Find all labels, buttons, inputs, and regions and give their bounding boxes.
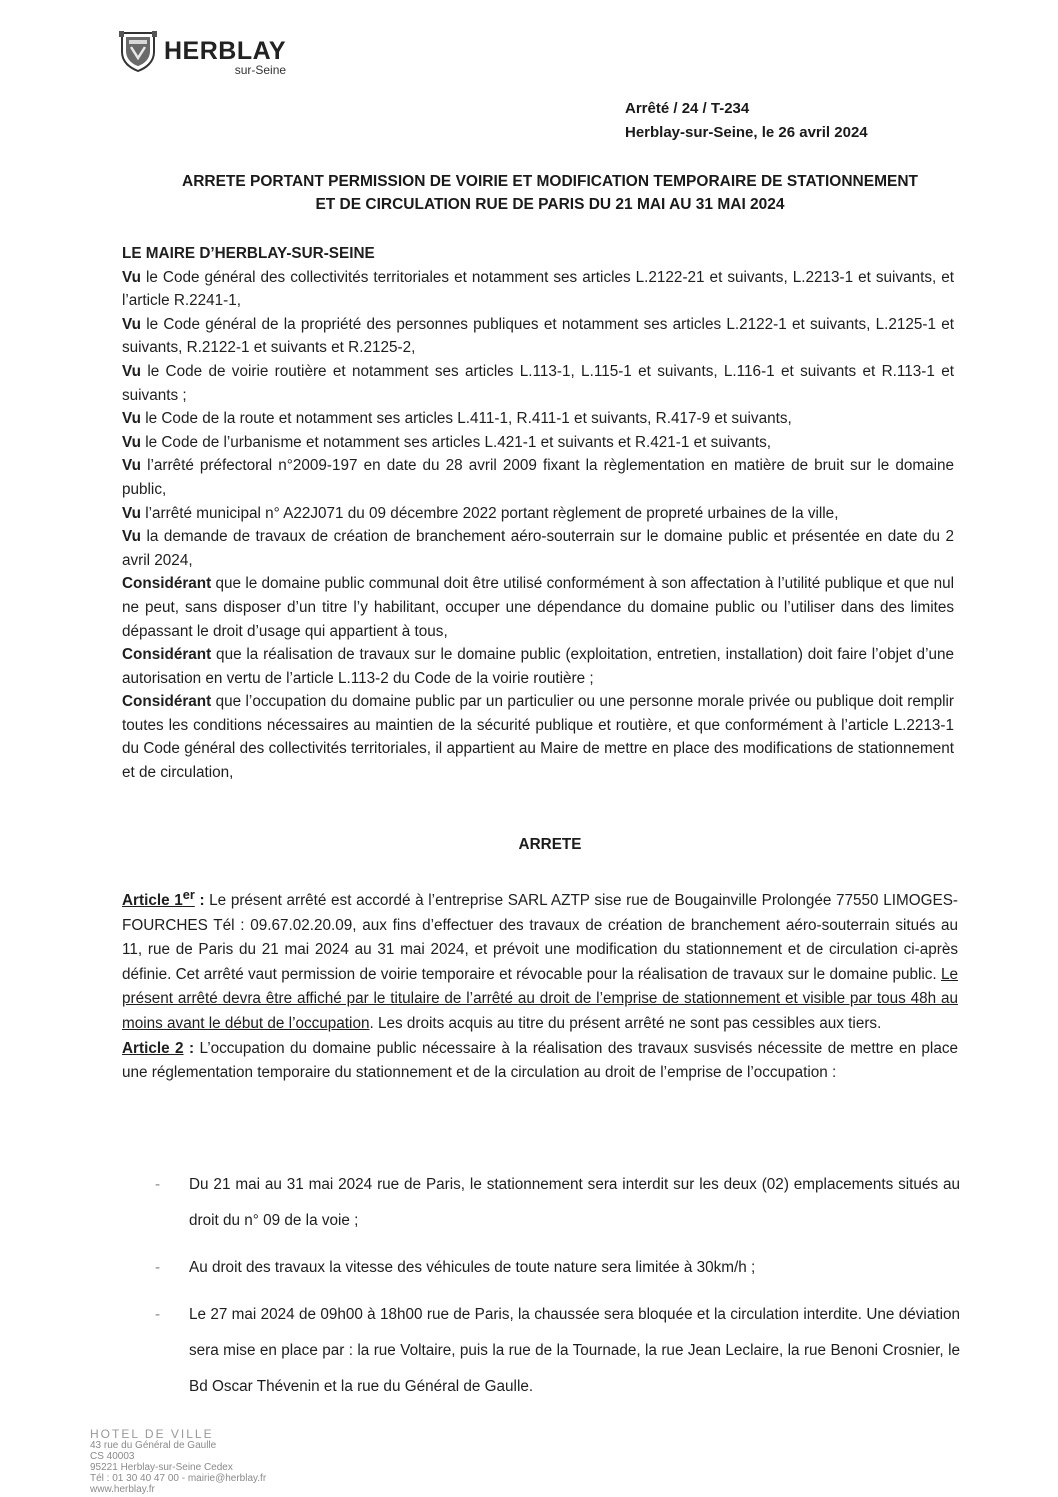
consideration-item [122, 266, 954, 313]
measure-text: Le 27 mai 2024 de 09h00 à 18h00 rue de Paris, la chaussée sera bloquée et la circulation interdite. Une déviation sera mise en place par : la rue Voltaire, puis la rue de la Tournade, la rue Jean Leclaire, la rue Benoni Crosnier, le Bd Oscar Thévenin et la rue du Général de Gaulle. [189, 1306, 960, 1395]
consideration-lead: Vu [122, 457, 141, 475]
consideration-item [122, 572, 954, 643]
decree-title [100, 170, 1000, 216]
consideration-text: que la réalisation de travaux sur le domaine public (exploitation, entretien, installation) doit faire l’objet d’une autorisation en vertu de l’article L.113-2 du Code de la voirie routière ; [122, 646, 954, 687]
decree-place-date: Herblay-sur-Seine, le 26 avril 2024 [625, 124, 868, 141]
consideration-item [122, 360, 954, 407]
preamble [122, 242, 954, 785]
consideration-item [122, 690, 954, 784]
footer-line: 95221 Herblay-sur-Seine Cedex [90, 1462, 233, 1473]
footer-line: 43 rue du Général de Gaulle [90, 1440, 217, 1451]
consideration-text: le Code général de la propriété des personnes publiques et notamment ses articles L.2122-1 et suivants, L.2125-1 et suivants, R.2122-1 et suivants et R.2125-2, [122, 315, 954, 357]
article-2-label: Article 2 [122, 1039, 184, 1057]
footer-heading: HOTEL DE VILLE [90, 1427, 214, 1441]
logo-city-suffix: sur-Seine [234, 63, 287, 77]
article-1-tail: . Les droits acquis au titre du présent arrêté ne sont pas cessibles aux tiers. [369, 1015, 882, 1033]
consideration-item [122, 502, 954, 526]
articles [122, 883, 958, 1086]
decree-number: Arrêté / 24 / T-234 [625, 100, 750, 117]
consideration-item [122, 431, 954, 455]
consideration-lead: Vu [122, 410, 141, 428]
city-logo [118, 30, 286, 76]
coat-of-arms-icon [118, 30, 158, 72]
considerations-list [122, 266, 954, 785]
article-2: Article 2 : L’occupation du domaine public nécessaire à la réalisation des travaux susvisés nécessite de mettre en place une réglementation temporaire du stationnement et de la circulation au droit de l’emprise de l’occupation : [122, 1039, 958, 1082]
consideration-lead: Vu [122, 362, 141, 380]
consideration-text: le Code de la route et notamment ses articles L.411-1, R.411-1 et suivants, R.417-9 et suivants, [140, 410, 792, 428]
article-1-display-notice: Le présent arrêté devra être affiché par le titulaire de l’arrêté au droit de l’emprise de stationnement et visible par tous 48h au moins avant le début de l’occupation [122, 965, 958, 1033]
bullet-dash: - [155, 1176, 161, 1193]
consideration-text: l’arrêté municipal n° A22J071 du 09 décembre 2022 portant règlement de propreté urbaines de la ville, [140, 504, 839, 522]
article-1-label: Article 1er [122, 887, 195, 910]
consideration-text: la demande de travaux de création de branchement aéro-souterrain sur le domaine public et présentée en date du 2 avril 2024, [122, 528, 954, 569]
measure-text: Au droit des travaux la vitesse des véhicules de toute nature sera limitée à 30km/h ; [189, 1259, 756, 1276]
article-1: Article 1er : Le présent arrêté est accordé à l’entreprise SARL AZTP sise rue de Bougainville Prolongée 77550 LIMOGES-FOURCHES Tél : 09.67.02.20.09, aux fins d’effectuer des travaux de création de branchement aéro-souterrain situés au 11, rue de Paris du 21 mai 2024 au 31 mai 2024, et prévoit une modification du stationnement et de circulation ci-après définie. Cet arrêté vaut permission de voirie temporaire et révocable pour la réalisation de travaux sur le domaine public. Le présent arrêté devra être affiché par le titulaire de l’arrêté au droit de l’emprise de stationnement et visible par tous 48h au moins avant le début de l’occupation. Les droits acquis au titre du présent arrêté ne sont pas cessibles aux tiers. [122, 887, 958, 1033]
measure-item [155, 1297, 960, 1405]
logo-city-name: HERBLAY [164, 37, 287, 65]
consideration-text: que l’occupation du domaine public par un particulier ou une personne morale privée ou publique doit remplir toutes les conditions nécessaires au maintien de la sécurité publique et routière, et que conformément à l’article L.2213-1 du Code général des collectivités territoriales, il appartient au Maire de mettre en place des modifications de stationnement et de circulation, [122, 693, 954, 782]
consideration-lead: Vu [122, 315, 141, 333]
title-line-1: ARRETE PORTANT PERMISSION DE VOIRIE ET MODIFICATION TEMPORAIRE DE STATIONNEMENT [182, 173, 918, 190]
consideration-lead: Vu [122, 433, 141, 451]
article-1-text: Le présent arrêté est accordé à l’entreprise SARL AZTP sise rue de Bougainville Prolongée 77550 LIMOGES-FOURCHES Tél : 09.67.02.20.09, aux fins d’effectuer des travaux de création de branchement aéro-souterrain situés au 11, rue de Paris du 21 mai 2024 au 31 mai 2024, et prévoit une modification du stationnement et de circulation ci-après définie. Cet arrêté vaut permission de voirie temporaire et révocable pour la réalisation de travaux sur le domaine public. [122, 892, 958, 983]
consideration-text: l’arrêté préfectoral n°2009-197 en date du 28 avril 2009 fixant la règlementation en matière de bruit sur le domaine public, [122, 457, 954, 498]
arrete-heading: ARRETE [518, 836, 582, 853]
consideration-text: le Code de voirie routière et notamment ses articles L.113-1, L.115-1 et suivants, L.116-1 et suivants et R.113-1 et suivants ; [122, 362, 954, 404]
article-2-text: L’occupation du domaine public nécessaire à la réalisation des travaux susvisés nécessite de mettre en place une réglementation temporaire du stationnement et de la circulation au droit de l’emprise de l’occupation : [122, 1039, 958, 1082]
measure-item [155, 1167, 960, 1239]
consideration-lead: Vu [122, 268, 141, 286]
consideration-item [122, 407, 954, 431]
consideration-text: que le domaine public communal doit être utilisé conformément à son affectation à l’utilité publique et que nul ne peut, sans disposer d’un titre l’y habilitant, occuper une dépendance du domaine public ou l’utiliser dans des limites dépassant le droit d’usage qui appartient à tous, [122, 575, 954, 640]
decree-reference [625, 97, 868, 145]
consideration-text: le Code général des collectivités territoriales et notamment ses articles L.2122-21 et suivants, L.2213-1 et suivants, et l’article R.2241-1, [122, 268, 954, 310]
consideration-lead: Considérant [122, 693, 212, 711]
footer-line: www.herblay.fr [90, 1484, 155, 1495]
measure-item [155, 1250, 960, 1286]
traffic-measures-list [155, 1167, 960, 1416]
consideration-lead: Considérant [122, 575, 212, 593]
mayor-heading: LE MAIRE D’HERBLAY-SUR-SEINE [122, 245, 375, 262]
consideration-item [122, 643, 954, 690]
consideration-lead: Vu [122, 528, 141, 546]
address-footer [90, 1428, 266, 1495]
measure-text: Du 21 mai au 31 mai 2024 rue de Paris, le stationnement sera interdit sur les deux (02) emplacements situés au droit du n° 09 de la voie ; [189, 1176, 960, 1229]
bullet-dash: - [155, 1259, 161, 1276]
consideration-lead: Vu [122, 504, 141, 522]
consideration-lead: Considérant [122, 646, 212, 664]
footer-line: CS 40003 [90, 1451, 135, 1462]
consideration-item [122, 454, 954, 501]
footer-line: Tél : 01 30 40 47 00 - mairie@herblay.fr [90, 1473, 267, 1484]
consideration-item [122, 525, 954, 572]
bullet-dash: - [155, 1306, 161, 1323]
title-line-2: ET DE CIRCULATION RUE DE PARIS DU 21 MAI AU 31 MAI 2024 [315, 196, 785, 213]
consideration-text: le Code de l’urbanisme et notamment ses articles L.421-1 et suivants et R.421-1 et suivants, [140, 433, 772, 451]
consideration-item [122, 313, 954, 360]
